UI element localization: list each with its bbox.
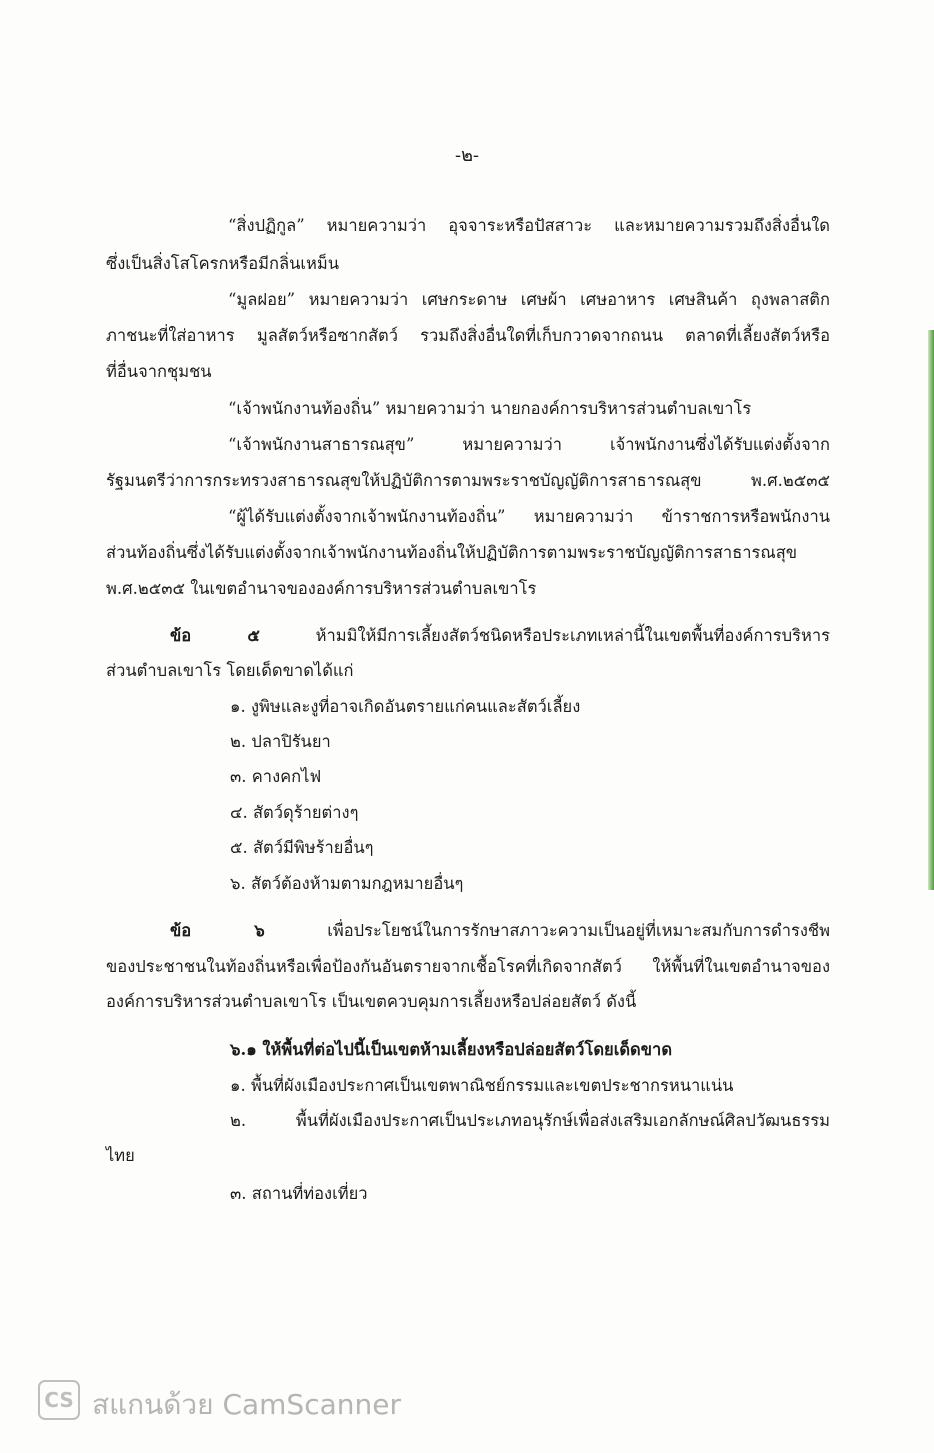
definition-term: “เจ้าพนักงานท้องถิ่น” — [228, 399, 381, 418]
sub-list-item: ๓. สถานที่ท่องเที่ยว — [230, 1184, 368, 1203]
clause-6-text: เพื่อประโยชน์ในการรักษาสภาวะความเป็นอยู่ที่เหมาะสมกับการดำรงชีพ — [264, 921, 830, 940]
definition-line: ส่วนท้องถิ่นซึ่งได้รับแต่งตั้งจากเจ้าพนักงานท้องถิ่นให้ปฏิบัติการตามพระราชบัญญัติการสาธารณสุข — [106, 543, 798, 562]
clause-5-line — [170, 628, 830, 645]
definition-line: รัฐมนตรีว่าการกระทรวงสาธารณสุขให้ปฏิบัติการตามพระราชบัญญัติการสาธารณสุข พ.ศ.๒๕๓๕ — [106, 471, 830, 490]
definition-term: “มูลฝอย” — [228, 290, 296, 309]
definition-line — [228, 292, 830, 309]
clause-6-line: องค์การบริหารส่วนตำบลเขาโร เป็นเขตควบคุมการเลี้ยงหรือปล่อยสัตว์ ดังนี้ — [106, 992, 637, 1011]
definition-text: หมายความว่า เจ้าพนักงานซึ่งได้รับแต่งตั้งจาก — [414, 435, 830, 454]
clause-5-label: ข้อ ๕ — [170, 626, 260, 645]
definition-text: หมายความว่า อุจจาระหรือปัสสาวะ และหมายความรวมถึงสิ่งอื่นใด — [304, 216, 830, 235]
sub-list-item: ๒. พื้นที่ผังเมืองประกาศเป็นประเภทอนุรักษ์เพื่อส่งเสริมเอกลักษณ์ศิลปวัฒนธรรม — [230, 1111, 830, 1130]
definition-line: ที่อื่นจากชุมชน — [106, 362, 212, 381]
page-number: -๒- — [454, 145, 480, 166]
list-item: ๓. คางคกไฟ — [230, 767, 322, 786]
list-item: ๑. งูพิษและงูที่อาจเกิดอันตรายแก่คนและสัตว์เลี้ยง — [230, 697, 581, 716]
definition-line — [228, 437, 830, 454]
list-item: ๒. ปลาปิรันยา — [230, 732, 331, 751]
camscanner-logo: CS — [38, 1380, 80, 1420]
clause-6-label: ข้อ ๖ — [170, 921, 265, 940]
sub-list-item: ๑. พื้นที่ผังเมืองประกาศเป็นเขตพาณิชย์กรรมและเขตประชากรหนาแน่น — [230, 1076, 734, 1095]
clause-6-line: ของประชาชนในท้องถิ่นหรือเพื่อป้องกันอันตรายจากเชื้อโรคที่เกิดจากสัตว์ ให้พื้นที่ในเขตอำนาจของ — [106, 957, 830, 976]
definition-text: หมายความว่า นายกองค์การบริหารส่วนตำบลเขาโร — [380, 399, 752, 418]
definition-term: “สิ่งปฏิกูล” — [228, 216, 305, 235]
list-item: ๕. สัตว์มีพิษร้ายอื่นๆ — [230, 838, 374, 857]
list-item: ๔. สัตว์ดุร้ายต่างๆ — [230, 803, 359, 822]
clause-5-line: ส่วนตำบลเขาโร โดยเด็ดขาดได้แก่ — [106, 661, 354, 680]
definition-line: ภาชนะที่ใส่อาหาร มูลสัตว์หรือซากสัตว์ รวมถึงสิ่งอื่นใดที่เก็บกวาดจากถนน ตลาดที่เลี้ยงสัตว์หรือ — [106, 326, 830, 345]
page-edge-shadow — [928, 330, 934, 890]
definition-line — [228, 509, 830, 526]
clause-5-text: ห้ามมิให้มีการเลี้ยงสัตว์ชนิดหรือประเภทเหล่านี้ในเขตพื้นที่องค์การบริหาร — [259, 626, 830, 645]
sub-list-item-cont: ไทย — [106, 1146, 135, 1165]
camscanner-watermark: สแกนด้วย CamScanner — [92, 1388, 401, 1421]
definition-term: “เจ้าพนักงานสาธารณสุข” — [228, 435, 415, 454]
definition-line — [228, 401, 751, 418]
clause-6-line — [170, 923, 830, 940]
definition-term: “ผู้ได้รับแต่งตั้งจากเจ้าพนักงานท้องถิ่น” — [228, 507, 506, 526]
definition-text: หมายความว่า ข้าราชการหรือพนักงาน — [505, 507, 830, 526]
definition-line — [228, 218, 830, 235]
sub-heading: ๖.๑ ให้พื้นที่ต่อไปนี้เป็นเขตห้ามเลี้ยงหรือปล่อยสัตว์โดยเด็ดขาด — [230, 1040, 673, 1059]
list-item: ๖. สัตว์ต้องห้ามตามกฎหมายอื่นๆ — [230, 874, 464, 893]
definition-text: หมายความว่า เศษกระดาษ เศษผ้า เศษอาหาร เศษสินค้า ถุงพลาสติก — [295, 290, 830, 309]
definition-line: พ.ศ.๒๕๓๕ ในเขตอำนาจขององค์การบริหารส่วนตำบลเขาโร — [106, 579, 537, 598]
definition-line: ซึ่งเป็นสิ่งโสโครกหรือมีกลิ่นเหม็น — [106, 254, 340, 273]
